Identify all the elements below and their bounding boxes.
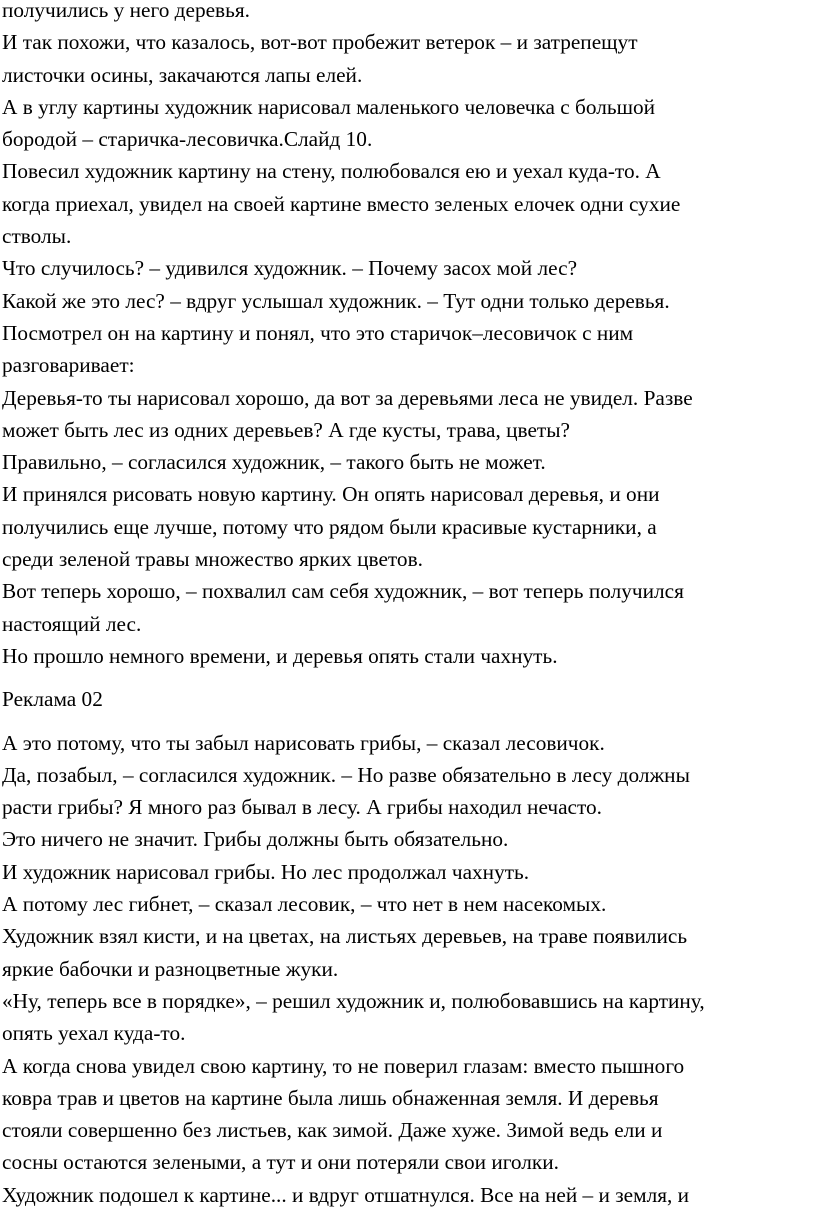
text-line: Вот теперь хорошо, – похвалил сам себя художник, – вот теперь получился xyxy=(2,579,684,604)
text-line: настоящий лес. xyxy=(2,611,142,636)
text-line: расти грибы? Я много раз бывал в лесу. А грибы находил нечасто. xyxy=(2,795,602,820)
text-line: получились еще лучше, потому что рядом были красивые кустарники, а xyxy=(2,514,657,539)
text-line: Посмотрел он на картину и понял, что это старичок–лесовичок с ним xyxy=(2,320,634,345)
text-line: Но прошло немного времени, и деревья опять стали чахнуть. xyxy=(2,643,558,668)
text-line: Правильно, – согласился художник, – такого быть не может. xyxy=(2,450,546,475)
text-line: разговаривает: xyxy=(2,353,135,378)
text-line: И художник нарисовал грибы. Но лес продолжал чахнуть. xyxy=(2,859,530,884)
text-line: Да, позабыл, – согласился художник. – Но разве обязательно в лесу должны xyxy=(2,762,690,787)
text-line: ковра трав и цветов на картине была лишь обнаженная земля. И деревья xyxy=(2,1085,659,1110)
text-line: Художник взял кисти, и на цветах, на листьях деревьев, на траве появились xyxy=(2,924,688,949)
text-line: яркие бабочки и разноцветные жуки. xyxy=(2,956,339,981)
document-page xyxy=(2,0,814,1211)
text-line: Это ничего не значит. Грибы должны быть обязательно. xyxy=(2,827,509,852)
text-line: листочки осины, закачаются лапы елей. xyxy=(2,62,363,87)
text-block-after-ad xyxy=(2,727,814,1211)
text-line: Какой же это лес? – вдруг услышал художник. – Тут одни только деревья. xyxy=(2,288,670,313)
paragraph-gap xyxy=(2,672,814,683)
text-line: И так похожи, что казалось, вот-вот пробежит ветерок – и затрепещут xyxy=(2,30,638,55)
text-line: среди зеленой травы множество ярких цветов. xyxy=(2,547,423,572)
text-line: И принялся рисовать новую картину. Он опять нарисовал деревья, и они xyxy=(2,482,660,507)
text-line: А потому лес гибнет, – сказал лесовик, – что нет в нем насекомых. xyxy=(2,892,607,917)
text-line: А когда снова увидел свою картину, то не поверил глазам: вместо пышного xyxy=(2,1053,685,1078)
text-line: опять уехал куда-то. xyxy=(2,1021,186,1046)
text-line: может быть лес из одних деревьев? А где кусты, трава, цветы? xyxy=(2,417,570,442)
text-line: Деревья-то ты нарисовал хорошо, да вот за деревьями леса не увидел. Разве xyxy=(2,385,693,410)
text-line: Что случилось? – удивился художник. – Почему засох мой лес? xyxy=(2,256,578,281)
text-line: А это потому, что ты забыл нарисовать грибы, – сказал лесовичок. xyxy=(2,730,605,755)
text-line: получились у него деревья. xyxy=(2,0,250,22)
text-line: когда приехал, увидел на своей картине вместо зеленых елочек одни сухие xyxy=(2,191,681,216)
text-line: стояли совершенно без листьев, как зимой. Даже хуже. Зимой ведь ели и xyxy=(2,1118,663,1143)
text-line: сосны остаются зелеными, а тут и они потеряли свои иголки. xyxy=(2,1150,559,1175)
text-line: бородой – старичка-лесовичка.Слайд 10. xyxy=(2,127,373,152)
text-line: Повесил художник картину на стену, полюбовался ею и уехал куда-то. А xyxy=(2,159,661,184)
text-line: «Ну, теперь все в порядке», – решил художник и, полюбовавшись на картину, xyxy=(2,988,705,1013)
text-line: стволы. xyxy=(2,224,72,249)
paragraph-gap xyxy=(2,716,814,727)
text-block-before-ad xyxy=(2,0,814,672)
text-line: А в углу картины художник нарисовал маленького человечка с большой xyxy=(2,94,656,119)
text-line: Художник подошел к картине... и вдруг отшатнулся. Все на ней – и земля, и xyxy=(2,1182,690,1207)
ad-label: Реклама 02 xyxy=(2,687,103,712)
